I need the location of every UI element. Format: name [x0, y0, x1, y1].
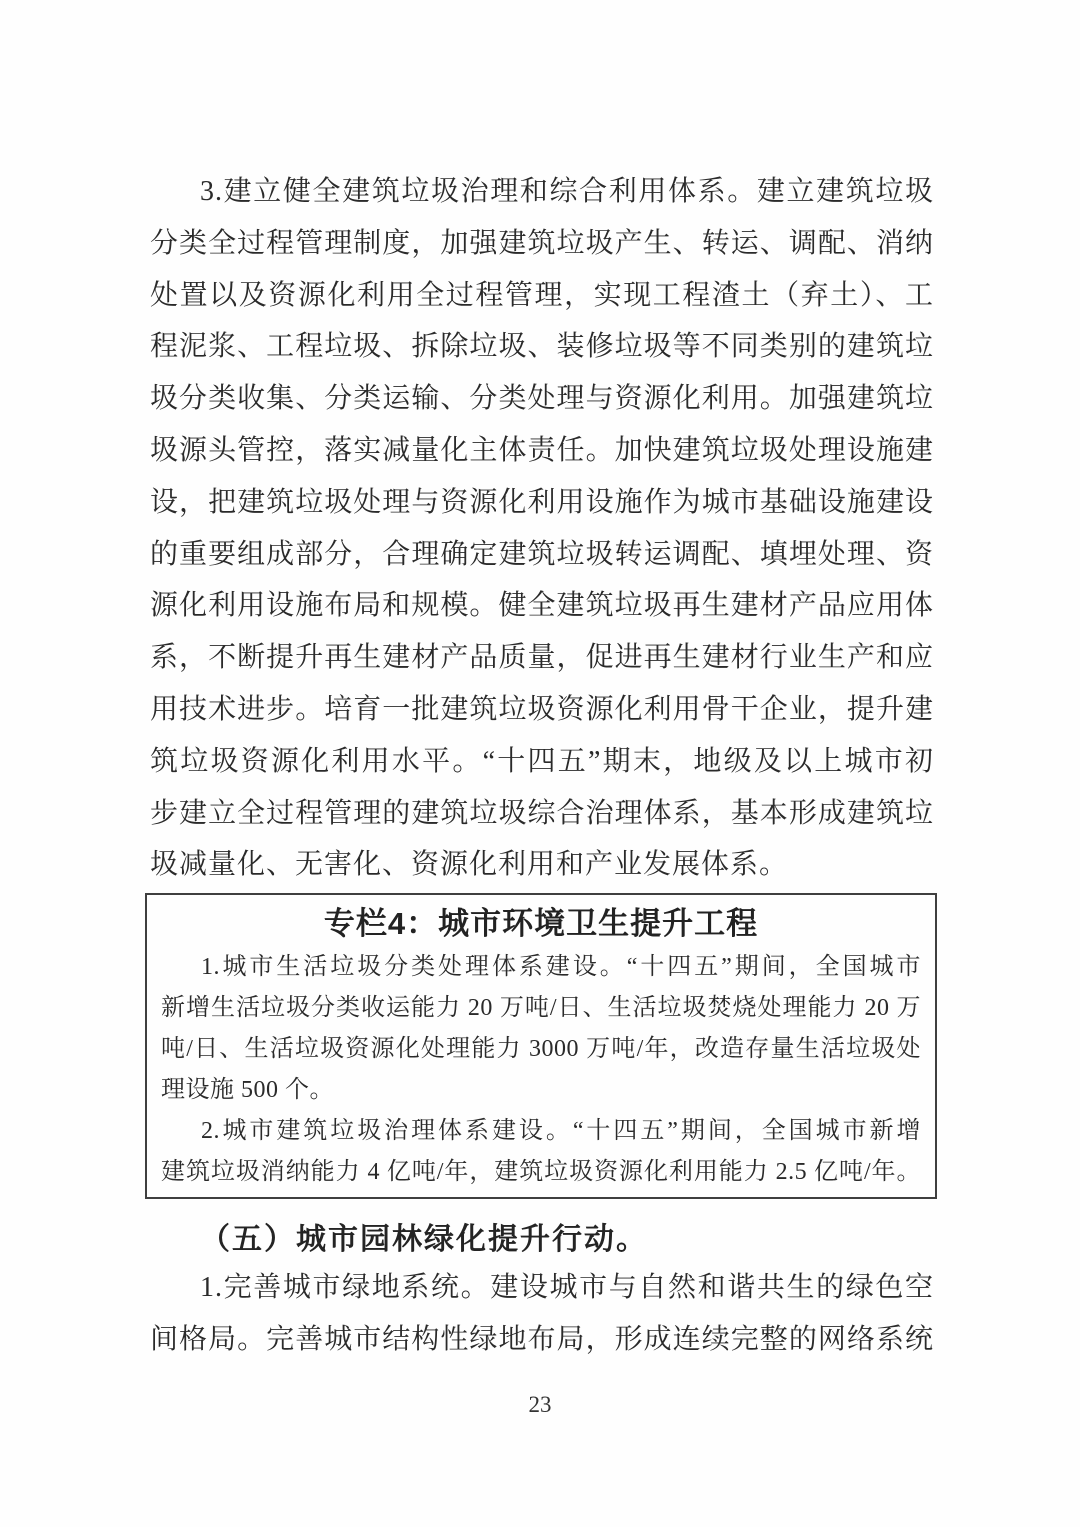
- box-line: 1.城市生活垃圾分类处理体系建设。“十四五”期间，全国城市: [201, 954, 921, 980]
- main-paragraph: [150, 166, 934, 891]
- feature-box-column4: [145, 893, 937, 1199]
- body-line: 程泥浆、工程垃圾、拆除垃圾、装修垃圾等不同类别的建筑垃: [150, 331, 934, 363]
- section-heading: （五）城市园林绿化提升行动。: [200, 1223, 648, 1256]
- body-line: 1.完善城市绿地系统。建设城市与自然和谐共生的绿色空: [200, 1272, 934, 1303]
- body-line: 设，把建筑垃圾处理与资源化利用设施作为城市基础设施建设: [150, 486, 934, 518]
- feature-box-title: 专栏4：城市环境卫生提升工程: [323, 906, 759, 941]
- body-line: 圾源头管控，落实减量化主体责任。加快建筑垃圾处理设施建: [150, 434, 934, 466]
- body-line: 步建立全过程管理的建筑垃圾综合治理体系，基本形成建筑垃: [150, 797, 934, 829]
- body-line: 处置以及资源化利用全过程管理，实现工程渣土（弃土）、工: [150, 279, 934, 311]
- body-line: 源化利用设施布局和规模。健全建筑垃圾再生建材产品应用体: [150, 590, 934, 622]
- box-line: 新增生活垃圾分类收运能力 20 万吨/日、生活垃圾焚烧处理能力 20 万: [161, 995, 921, 1021]
- second-paragraph: [150, 1262, 934, 1366]
- body-line: 间格局。完善城市结构性绿地布局，形成连续完整的网络系统: [150, 1323, 934, 1355]
- body-line: 3.建立健全建筑垃圾治理和综合利用体系。建立建筑垃圾: [200, 176, 934, 207]
- body-line: 圾减量化、无害化、资源化利用和产业发展体系。: [150, 849, 789, 881]
- page-number: 23: [528, 1392, 552, 1417]
- box-line: 吨/日、生活垃圾资源化处理能力 3000 万吨/年，改造存量生活垃圾处: [161, 1036, 921, 1062]
- body-line: 圾分类收集、分类运输、分类处理与资源化利用。加强建筑垃: [150, 383, 934, 415]
- body-line: 的重要组成部分，合理确定建筑垃圾转运调配、填埋处理、资: [150, 538, 934, 570]
- box-line: 2.城市建筑垃圾治理体系建设。“十四五”期间，全国城市新增: [201, 1118, 921, 1144]
- body-line: 用技术进步。培育一批建筑垃圾资源化利用骨干企业，提升建: [150, 693, 934, 725]
- body-line: 筑垃圾资源化利用水平。“十四五”期末，地级及以上城市初: [150, 745, 934, 777]
- box-line: 理设施 500 个。: [161, 1077, 334, 1103]
- body-line: 分类全过程管理制度，加强建筑垃圾产生、转运、调配、消纳: [150, 227, 934, 259]
- box-line: 建筑垃圾消纳能力 4 亿吨/年，建筑垃圾资源化利用能力 2.5 亿吨/年。: [161, 1159, 921, 1185]
- body-line: 系，不断提升再生建材产品质量，促进再生建材行业生产和应: [150, 642, 934, 674]
